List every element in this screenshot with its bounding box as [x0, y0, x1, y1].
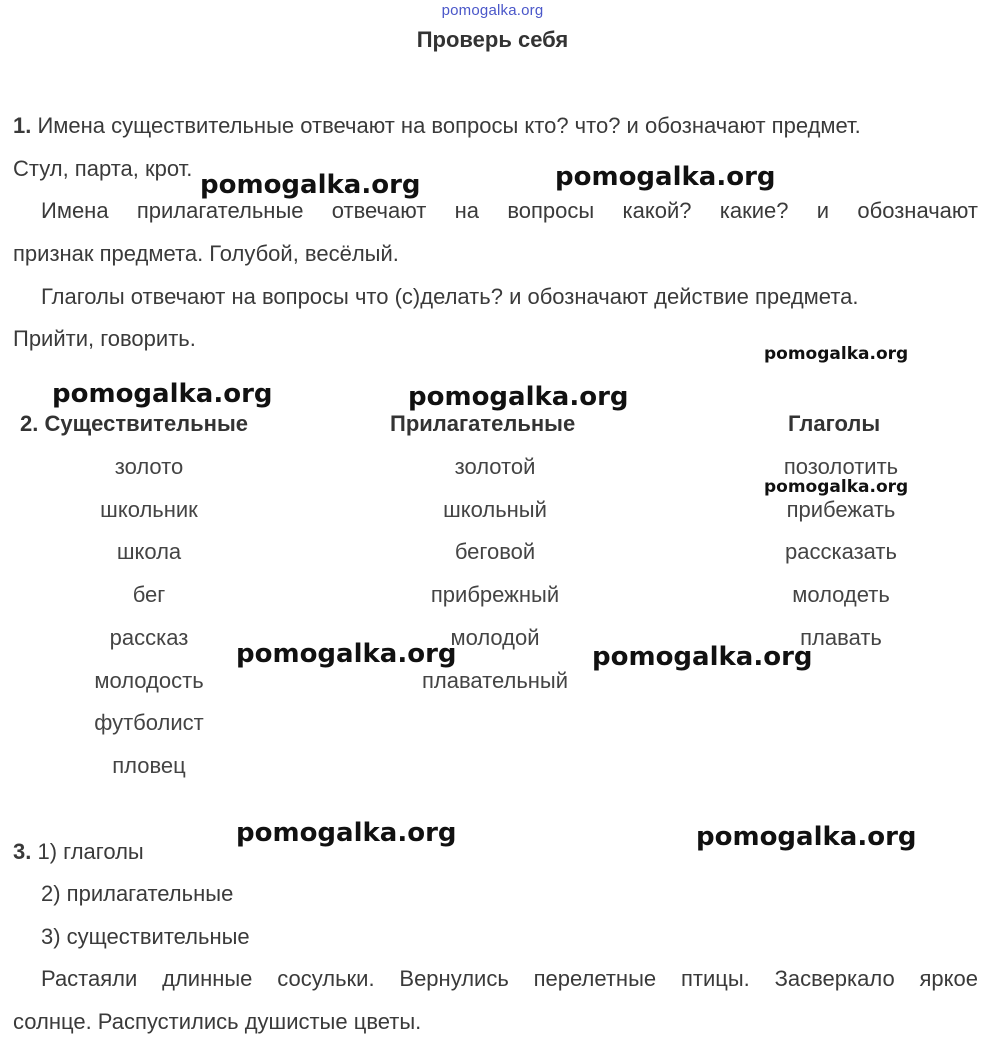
section2-header-nouns: [20, 411, 248, 437]
section1-line5: Глаголы отвечают на вопросы что (с)делать? и обозначают действие предмета.: [41, 284, 859, 309]
watermark-overlay: pomogalka.org: [555, 162, 776, 192]
header-nouns-text: Существительные: [44, 411, 248, 436]
verb-word: молодеть: [792, 582, 890, 607]
noun-word: молодость: [94, 668, 204, 693]
adjective-word: плавательный: [421, 668, 569, 693]
verb-word: рассказать: [785, 539, 897, 564]
noun-word: футболист: [94, 710, 204, 735]
section1-line6: Прийти, говорить.: [13, 326, 196, 351]
verb-word: позолотить: [783, 454, 899, 479]
section1-line3: Имена прилагательные отвечают на вопросы какой? какие? и обозначают: [41, 198, 978, 223]
section3-line2: солнце. Распустились душистые цветы.: [13, 1009, 422, 1034]
watermark-overlay: pomogalka.org: [200, 170, 421, 200]
adjective-word: золотой: [454, 454, 536, 479]
section1-line2: Стул, парта, крот.: [13, 156, 193, 181]
watermark-top: pomogalka.org: [441, 2, 544, 19]
noun-word: школа: [116, 539, 182, 564]
adjective-word: прибрежный: [430, 582, 560, 607]
noun-word: золото: [114, 454, 184, 479]
section2-number: 2.: [20, 411, 39, 436]
watermark-overlay: pomogalka.org: [236, 639, 457, 669]
section2-header-verbs: Глаголы: [788, 411, 881, 436]
adjective-word: молодой: [450, 625, 540, 650]
noun-word: рассказ: [109, 625, 189, 650]
watermark-overlay: pomogalka.org: [52, 379, 273, 409]
watermark-overlay: pomogalka.org: [236, 818, 457, 848]
watermark-overlay: pomogalka.org: [764, 477, 909, 497]
section1-line1: [13, 113, 861, 139]
section2-header-adjectives: Прилагательные: [390, 411, 576, 436]
section3-item1-text: 1) глаголы: [37, 839, 144, 864]
noun-word: бег: [132, 582, 166, 607]
section3-item3: 3) существительные: [41, 924, 250, 949]
watermark-overlay: pomogalka.org: [696, 822, 917, 852]
watermark-overlay: pomogalka.org: [592, 642, 813, 672]
watermark-overlay: pomogalka.org: [764, 344, 909, 364]
adjective-word: школьный: [443, 497, 547, 522]
section1-number: 1.: [13, 113, 32, 138]
noun-word: пловец: [112, 753, 186, 778]
section3-item1: [13, 839, 144, 865]
page-title: Проверь себя: [416, 27, 569, 52]
section3-item2: 2) прилагательные: [41, 881, 234, 906]
section3-number: 3.: [13, 839, 32, 864]
section1-line1-text: Имена существительные отвечают на вопросы кто? что? и обозначают предмет.: [37, 113, 861, 138]
verb-word: прибежать: [786, 497, 896, 522]
noun-word: школьник: [100, 497, 198, 522]
verb-word: плавать: [800, 625, 882, 650]
adjective-word: беговой: [454, 539, 536, 564]
section3-line1: Растаяли длинные сосульки. Вернулись перелетные птицы. Засверкало яркое: [41, 966, 978, 991]
watermark-overlay: pomogalka.org: [408, 382, 629, 412]
section1-line4: признак предмета. Голубой, весёлый.: [13, 241, 399, 266]
